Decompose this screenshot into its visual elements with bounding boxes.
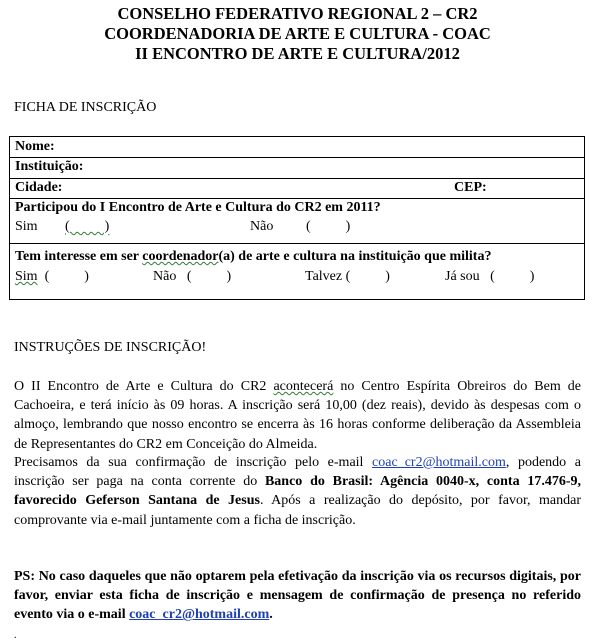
divider — [10, 243, 584, 244]
instituicao-label: Instituição: — [15, 159, 84, 174]
q1-option-sim: Sim — [15, 219, 38, 234]
q2-word-coordenador: coordenador — [142, 249, 219, 264]
ps-text-a: PS: No caso daqueles que não optarem pela efetivação da inscrição via os recursos digitais, por favor, enviar esta ficha de inscrição e mensagem de confirmação de presença no referido evento via o e-mail — [14, 569, 581, 623]
header-line-2: COORDENADORIA DE ARTE E CULTURA - COAC — [104, 24, 491, 43]
para2-text-a: Precisamos da sua confirmação de inscrição pelo e-mail — [14, 455, 373, 470]
q1-nao-checkbox[interactable]: ( ) — [306, 219, 351, 234]
question-2-text — [15, 249, 491, 265]
q2-sim-paren: ( ) — [37, 269, 89, 284]
document-header — [0, 4, 595, 64]
cep-label: CEP: — [454, 180, 487, 195]
divider — [10, 198, 584, 199]
registration-form — [9, 136, 585, 300]
header-line-3: II ENCONTRO DE ARTE E CULTURA/2012 — [135, 44, 460, 63]
divider — [10, 157, 584, 158]
para2-text-c: . Após a realização do depósito, por favor, mandar comprovante via e-mail juntamente com a ficha de inscrição. — [14, 493, 581, 528]
q2-option-talvez[interactable]: Talvez ( ) — [305, 269, 390, 284]
bank-details: Banco do Brasil: Agência 0040-x, conta 17.476-9, favorecido Geferson Santana de Jesus — [14, 474, 581, 509]
q2-option-nao[interactable]: Não ( ) — [153, 269, 232, 284]
email-link[interactable]: coac_cr2@hotmail.com — [372, 455, 506, 470]
ps-paragraph — [14, 567, 581, 625]
para1-text-a: O II Encontro de Arte e Cultura do CR2 — [14, 379, 274, 394]
bottom-mark: . — [14, 630, 17, 641]
divider — [10, 178, 584, 179]
instructions-paragraph-1 — [14, 377, 581, 454]
cidade-label: Cidade: — [15, 180, 63, 195]
ps-text-b: . — [269, 607, 273, 623]
nome-label: Nome: — [15, 139, 55, 154]
header-line-1: CONSELHO FEDERATIVO REGIONAL 2 – CR2 — [117, 4, 478, 23]
q1-option-nao: Não — [250, 219, 274, 234]
ficha-title: FICHA DE INSCRIÇÃO — [14, 100, 157, 115]
ps-email-link[interactable]: coac_cr2@hotmail.com — [129, 607, 270, 623]
q2-option-sim[interactable] — [15, 269, 89, 285]
q2-text-post: (a) de arte e cultura na instituição que milita? — [218, 249, 492, 264]
q2-text-pre: Tem interesse em ser — [15, 249, 143, 264]
para2-text-b: , podendo a inscrição ser paga na conta corrente do — [14, 455, 581, 490]
q1-sim-checkbox[interactable]: ( ) — [65, 219, 110, 234]
para1-word-acontecera: acontecerá — [273, 379, 334, 394]
q2-option-ja-sou[interactable]: Já sou ( ) — [445, 269, 535, 284]
question-1-text: Participou do I Encontro de Arte e Cultura do CR2 em 2011? — [15, 200, 381, 215]
instructions-title: INSTRUÇÕES DE INSCRIÇÃO! — [14, 340, 207, 355]
q2-sim-word: Sim — [15, 269, 38, 284]
instructions-paragraph-2 — [14, 453, 581, 530]
para1-text-b: no Centro Espírita Obreiros do Bem de Cachoeira, e terá início às 09 horas. A inscrição será 10,00 (dez reais), devido às despesas com o almoço, lembrando que nosso encontro se encerra às 16 horas conforme deliberação da Assembleia de Representantes do CR2 em Conceição do Almeida. — [14, 379, 581, 452]
